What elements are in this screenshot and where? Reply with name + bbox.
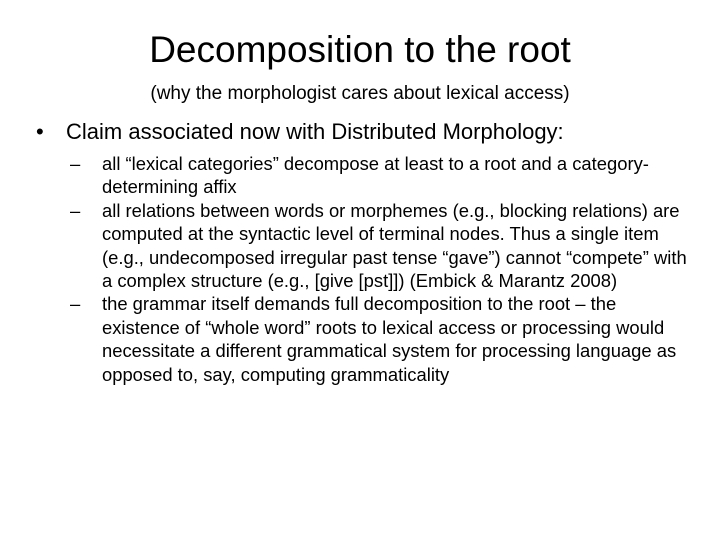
slide-subtitle: (why the morphologist cares about lexical access): [150, 83, 570, 104]
bullet-dot-icon: •: [36, 119, 44, 144]
slide-title: Decomposition to the root: [149, 29, 571, 70]
dash-icon: –: [70, 293, 81, 315]
main-bullet-text: Claim associated now with Distributed Morphology:: [66, 119, 564, 144]
sub-bullet-list: [70, 152, 690, 386]
sub-bullet-item: [70, 199, 690, 293]
sub-bullet-text: all “lexical categories” decompose at least to a root and a category-determining affix: [102, 153, 649, 198]
sub-bullet-text: all relations between words or morphemes (e.g., blocking relations) are computed at the syntactic level of terminal nodes. Thus a single item (e.g., undecomposed irregular past tense “gave”) cannot “compete” with a complex structure (e.g., [give [pst]]) (Embick & Marantz 2008): [102, 199, 687, 292]
sub-bullet-item: [70, 152, 690, 199]
main-bullet: [36, 118, 706, 146]
sub-bullet-item: [70, 292, 690, 386]
sub-bullet-text: the grammar itself demands full decomposition to the root – the existence of “whole word” roots to lexical access or processing would necessitate a different grammatical system for processing language as opposed to, say, computing grammaticality: [102, 293, 677, 385]
dash-icon: –: [70, 153, 81, 174]
dash-icon: –: [70, 199, 81, 221]
